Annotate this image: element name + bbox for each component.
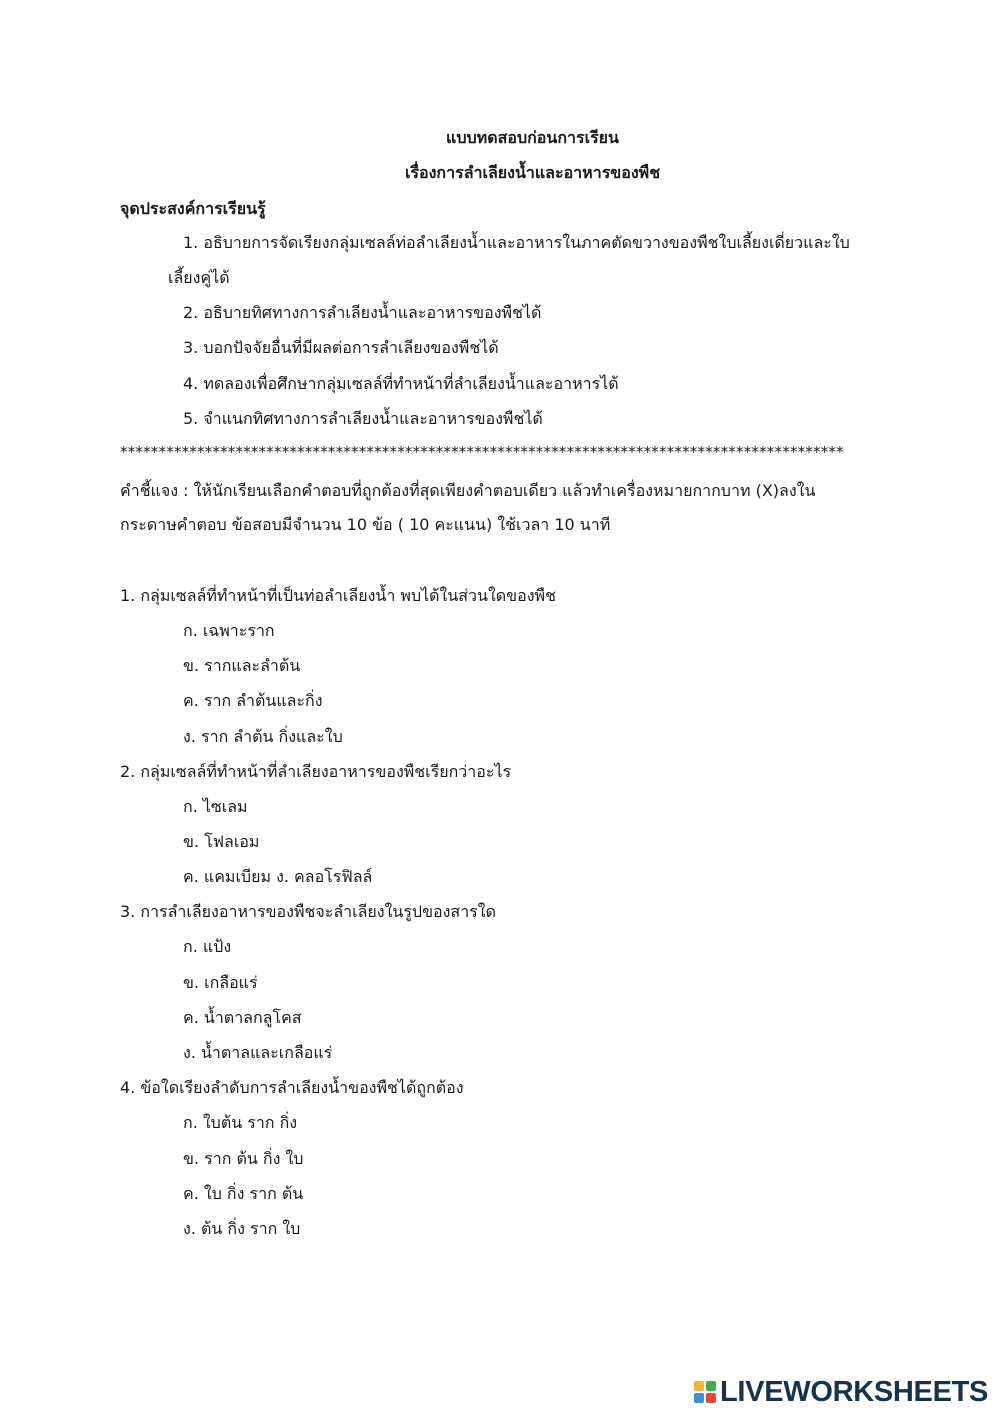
logo-text: LIVEWORKSHEETS <box>720 1376 989 1408</box>
question-1: 1. กลุ่มเซลล์ที่ทำหน้าที่เป็นท่อลำเลียงน้ำ พบได้ในส่วนใดของพืช <box>120 586 556 605</box>
question-3-choice-b: ข. เกลือแร่ <box>183 973 258 992</box>
question-2-choice-a: ก. ไซเลม <box>183 797 248 816</box>
objective-item-2: 2. อธิบายทิศทางการลำเลียงน้ำและอาหารของพืชได้ <box>183 303 542 322</box>
question-4-choice-c: ค. ใบ กิ่ง ราก ต้น <box>183 1184 304 1203</box>
logo-square-2 <box>706 1381 716 1391</box>
objective-item-1: 1. อธิบายการจัดเรียงกลุ่มเซลล์ท่อลำเลียงน้ำและอาหารในภาคตัดขวางของพืชใบเลี้ยงเดี่ยวและใบ <box>183 233 850 252</box>
question-1-choice-d: ง. ราก ลำต้น กิ่งและใบ <box>183 727 343 746</box>
liveworksheets-logo <box>694 1376 988 1408</box>
objectives-heading: จุดประสงค์การเรียนรู้ <box>120 199 266 218</box>
question-3-choice-c: ค. น้ำตาลกลูโคส <box>183 1008 302 1027</box>
logo-grid-icon <box>694 1381 716 1403</box>
question-3: 3. การลำเลียงอาหารของพืชจะลำเลียงในรูปของสารใด <box>120 902 496 921</box>
question-1-choice-c: ค. ราก ลำต้นและกิ่ง <box>183 691 323 710</box>
question-1-choice-a: ก. เฉพาะราก <box>183 621 275 640</box>
question-4-choice-a: ก. ใบต้น ราก กิ่ง <box>183 1113 298 1132</box>
page-subtitle: เรื่องการลำเลียงน้ำและอาหารของพืช <box>404 163 661 182</box>
objective-item-5: 5. จำแนกทิศทางการลำเลียงน้ำและอาหารของพืชได้ <box>183 409 543 428</box>
question-2-choice-b: ข. โฟลเอม <box>183 832 260 851</box>
question-4: 4. ข้อใดเรียงลำดับการลำเลียงน้ำของพืชได้ถูกต้อง <box>120 1078 464 1097</box>
objective-item-4: 4. ทดลองเพื่อศึกษากลุ่มเซลล์ที่ทำหน้าที่ลำเลียงน้ำและอาหารได้ <box>183 374 619 393</box>
question-2: 2. กลุ่มเซลล์ที่ทำหน้าที่ลำเลียงอาหารของพืชเรียกว่าอะไร <box>120 762 512 781</box>
question-3-choice-d: ง. น้ำตาลและเกลือแร่ <box>183 1043 333 1062</box>
objective-item-1-continued: เลี้ยงคู่ได้ <box>168 268 230 287</box>
question-1-choice-b: ข. รากและลำต้น <box>183 656 301 675</box>
instructions-line-1: คำชี้แจง : ให้นักเรียนเลือกคำตอบที่ถูกต้องที่สุดเพียงคำตอบเดียว แล้วทำเครื่องหมายกากบาท (X)ลงใน <box>120 481 816 500</box>
question-2-choice-cd: ค. แคมเบียม ง. คลอโรฟิลล์ <box>183 867 373 886</box>
instructions-line-2: กระดาษคำตอบ ข้อสอบมีจำนวน 10 ข้อ ( 10 คะแนน) ใช้เวลา 10 นาที <box>120 515 611 534</box>
page-title: แบบทดสอบก่อนการเรียน <box>446 128 619 147</box>
separator-line: ********************************************************************************************** <box>120 444 844 460</box>
question-4-choice-b: ข. ราก ต้น กิ่ง ใบ <box>183 1149 304 1168</box>
question-4-choice-d: ง. ต้น กิ่ง ราก ใบ <box>183 1219 301 1238</box>
logo-square-3 <box>694 1393 704 1403</box>
logo-square-1 <box>694 1381 704 1391</box>
objective-item-3: 3. บอกปัจจัยอื่นที่มีผลต่อการลำเลียงของพืชได้ <box>183 338 499 357</box>
logo-square-4 <box>706 1393 716 1403</box>
question-3-choice-a: ก. แป้ง <box>183 937 232 956</box>
